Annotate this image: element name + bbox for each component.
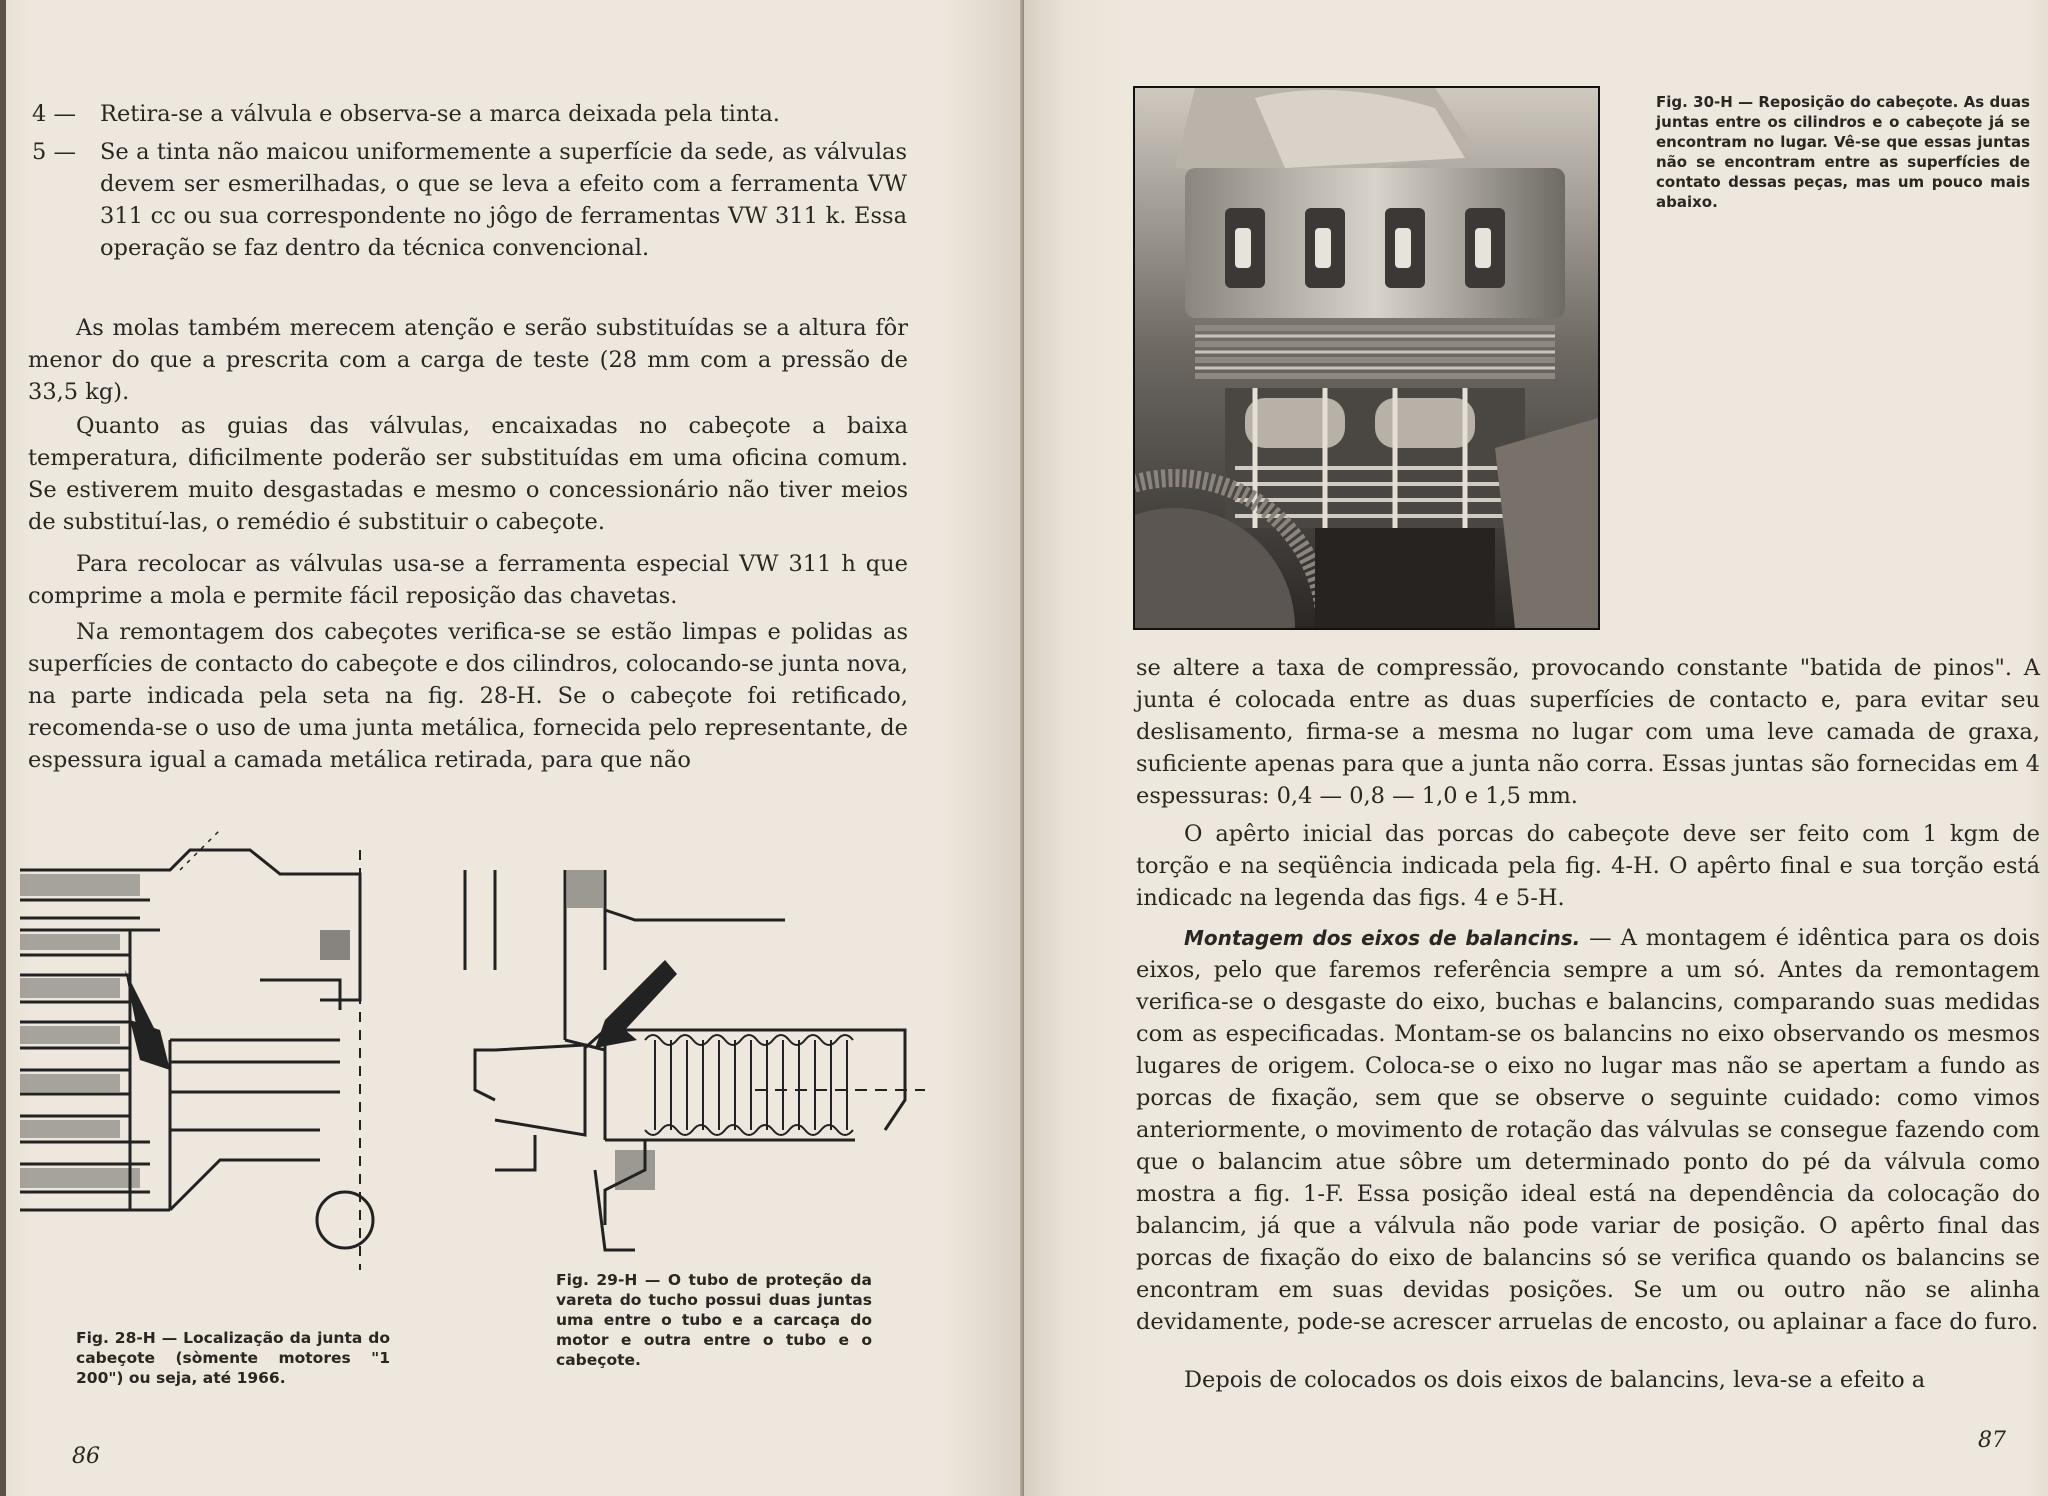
list-text: Retira-se a válvula e observa-se a marca deixada pela tinta. — [100, 101, 780, 127]
paragraph — [1136, 922, 2040, 1338]
fig-29h-caption: Fig. 29-H — O tubo de proteção da vareta do tucho possui duas juntas uma entre o tubo e a carcaça do motor e outra entre o tubo e o cabeçote. — [556, 1271, 872, 1369]
fig-29h-diagram — [455, 870, 925, 1260]
fig-30h-caption: Fig. 30-H — Reposição do cabeçote. As duas juntas entre os cilindros e o cabeçote já se encontram no lugar. Vê-se que essas juntas não se encontram entre as superfícies de contato dessas peças, mas um pouco mais abaixo. — [1656, 93, 2030, 211]
paragraph: Quanto as guias das válvulas, encaixadas no cabeçote a baixa temperatura, dificilmente poderão ser substituídas em uma oficina comum. Se estiverem muito desgastadas e mesmo o concessionário não tiver meios de substituí-las, o remédio é substituir o cabeçote. — [28, 413, 908, 535]
page-number: 86 — [72, 1444, 100, 1469]
paragraph: As molas também merecem atenção e serão substituídas se a altura fôr menor do que a prescrita com a carga de teste (28 mm com a pressão de 33,5 kg). — [28, 315, 908, 405]
paragraph: Para recolocar as válvulas usa-se a ferramenta especial VW 311 h que comprime a mola e permite fácil reposição das chavetas. — [28, 551, 908, 609]
paragraph: se altere a taxa de compressão, provocando constante "batida de pinos". A junta é colocada entre as duas superfícies de contacto e, para evitar seu deslisamento, firma-se a mesma no lugar com uma leve camada de graxa, suficiente apenas para que a junta não corra. Essas juntas são fornecidas em 4 espessuras: 0,4 — 0,8 — 1,0 e 1,5 mm. — [1136, 655, 2040, 809]
list-text: Se a tinta não maicou uniformemente a superfície da sede, as válvulas devem ser esmerilhadas, o que se leva a efeito com a ferramenta VW 311 cc ou sua correspondente no jôgo de ferramentas VW 311 k. Essa operação se faz dentro da técnica convencional. — [100, 139, 907, 261]
fig-28h-caption: Fig. 28-H — Localização da junta do cabeçote (sòmente motores "1 200") ou seja, até 1966. — [76, 1329, 390, 1387]
list-number: 4 — — [32, 101, 76, 127]
list-number: 5 — — [32, 139, 76, 165]
fig-28h-diagram — [20, 830, 380, 1270]
section-heading: Montagem dos eixos de balancins. — [1184, 926, 1581, 950]
page-edge — [0, 0, 6, 1496]
list-item-4 — [32, 98, 907, 130]
list-item-5 — [32, 136, 907, 264]
paragraph: O apêrto inicial das porcas do cabeçote deve ser feito com 1 kgm de torção e na seqüência indicada pela fig. 4-H. O apêrto final e sua torção está indicadc na legenda das figs. 4 e 5-H. — [1136, 821, 2040, 911]
paragraph: Depois de colocados os dois eixos de balancins, leva-se a efeito a — [1184, 1367, 1926, 1393]
section-text: — A montagem é idêntica para os dois eixos, pelo que faremos referência sempre a um só. Antes da remontagem verifica-se o desgaste do eixo, buchas e balancins, comparando suas medidas com as especificadas. Montam-se os balancins no eixo observando os mesmos lugares de origem. Coloca-se o eixo no lugar mas não se apertam a fundo as porcas de fixação, sem que se observe o seguinte cuidado: como vimos anteriormente, o movimento de rotação das válvulas se consegue fazendo com que o balancim atue sôbre um determinado ponto do pé da válvula como mostra a fig. 1-F. Essa posição ideal está na dependência da colocação do balancim, já que a válvula não pode variar de posição. O apêrto final das porcas de fixação do eixo de balancins só se verifica quando os balancins se encontram em suas devidas posições. Se um ou outro não se alinha devidamente, pode-se acrescer arruelas de encosto, ou aplainar a face do furo. — [1136, 925, 2040, 1335]
fig-30h-photo — [1133, 86, 1600, 630]
page-number: 87 — [1978, 1428, 2006, 1453]
paragraph: Na remontagem dos cabeçotes verifica-se se estão limpas e polidas as superfícies de contacto do cabeçote e dos cilindros, colocando-se junta nova, na parte indicada pela seta na fig. 28-H. Se o cabeçote foi retificado, recomenda-se o uso de uma junta metálica, fornecida pelo representante, de espessura igual a camada metálica retirada, para que não — [28, 619, 908, 773]
